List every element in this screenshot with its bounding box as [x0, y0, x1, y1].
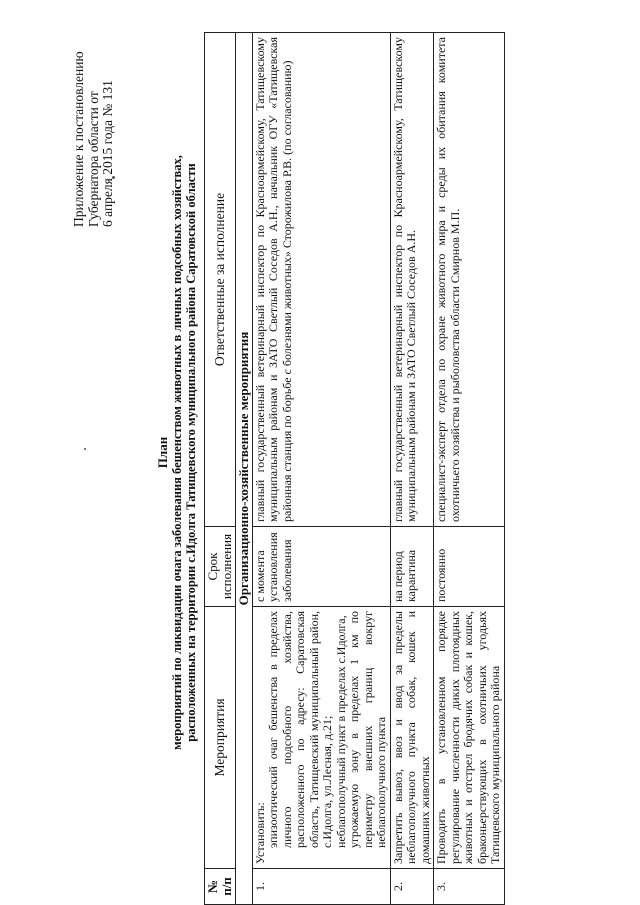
row-responsible: главный государственный ветеринарный инспектор по Красноармейскому, Татищевскому муниципальным районам и ЗАТО Светлый Соседов А.Н. [390, 33, 434, 527]
row-event: Установить: эпизоотический очаг бешенства в пределах личного подсобного хозяйства, расположенного по адресу: Саратовская область, Татищевский муниципальный район, с.Идолга, ул.Лесная, д.21; неблагополучный пункт в пределах с.Идолга, угрожаемую зону в пределах 1 км по периметру внешних границ вокруг неблагополучного пункта [252, 607, 390, 869]
header-event: Мероприятия [205, 607, 236, 869]
header-responsible: Ответственные за исполнение [205, 33, 236, 527]
appendix-line-2: Губернатора области от [85, 91, 101, 227]
row-number: 3. [434, 869, 505, 905]
table-row [390, 33, 434, 905]
section-row [236, 33, 253, 905]
table-row [434, 33, 505, 905]
appendix-line-1: Приложение к постановлению [71, 51, 86, 227]
appendix-note [72, 7, 116, 227]
plan-table [204, 32, 505, 905]
row-number: 1. [252, 869, 390, 905]
appendix-line-3: 6 апреля 2015 года № 131 [100, 80, 115, 227]
table-row [252, 33, 390, 905]
document-subtitle-1: мероприятий по ликвидации очага заболевания бешенством животных в личных подсобных хозяйствах, [170, 155, 184, 750]
row-responsible: главный государственный ветеринарный инспектор по Красноармейскому, Татищевскому муниципальным районам и ЗАТО Светлый Соседов А.Н., начальник ОГУ «Татищевская районная станция по борьбе с болезнями животных» Сторожилова Р.В. (по согласованию) [252, 33, 390, 527]
document-subtitle-2: расположенных на территории с.Идолга Татищевского муниципального района Саратовской области [184, 163, 198, 742]
header-deadline: Срок исполнения [205, 527, 236, 607]
header-num: № п/п [205, 869, 236, 905]
row-responsible: специалист-эксперт отдела по охране животного мира и среды их обитания комитета охотничьего хозяйства и рыболовства области Смирнов М.П. [434, 33, 505, 527]
row-deadline: постоянно [434, 527, 505, 607]
row-number: 2. [390, 869, 434, 905]
document-title: План [155, 436, 170, 469]
row-event: Проводить в установленном порядке регулирование численности диких плотоядных животных и отстрел бродячих собак и кошек, браконьерствующих в охотничьих угодьях Татищевского муниципального района [434, 607, 505, 869]
section-title: Организационно-хозяйственные мероприятия [236, 33, 253, 905]
table-header-row [205, 33, 236, 905]
row-deadline: на период карантина [390, 527, 434, 607]
row-deadline: с момента установления заболевания [252, 527, 390, 607]
row-event: Запретить вывоз, ввоз и ввод за пределы неблагополучного пункта собак, кошек и домашних животных [390, 607, 434, 869]
